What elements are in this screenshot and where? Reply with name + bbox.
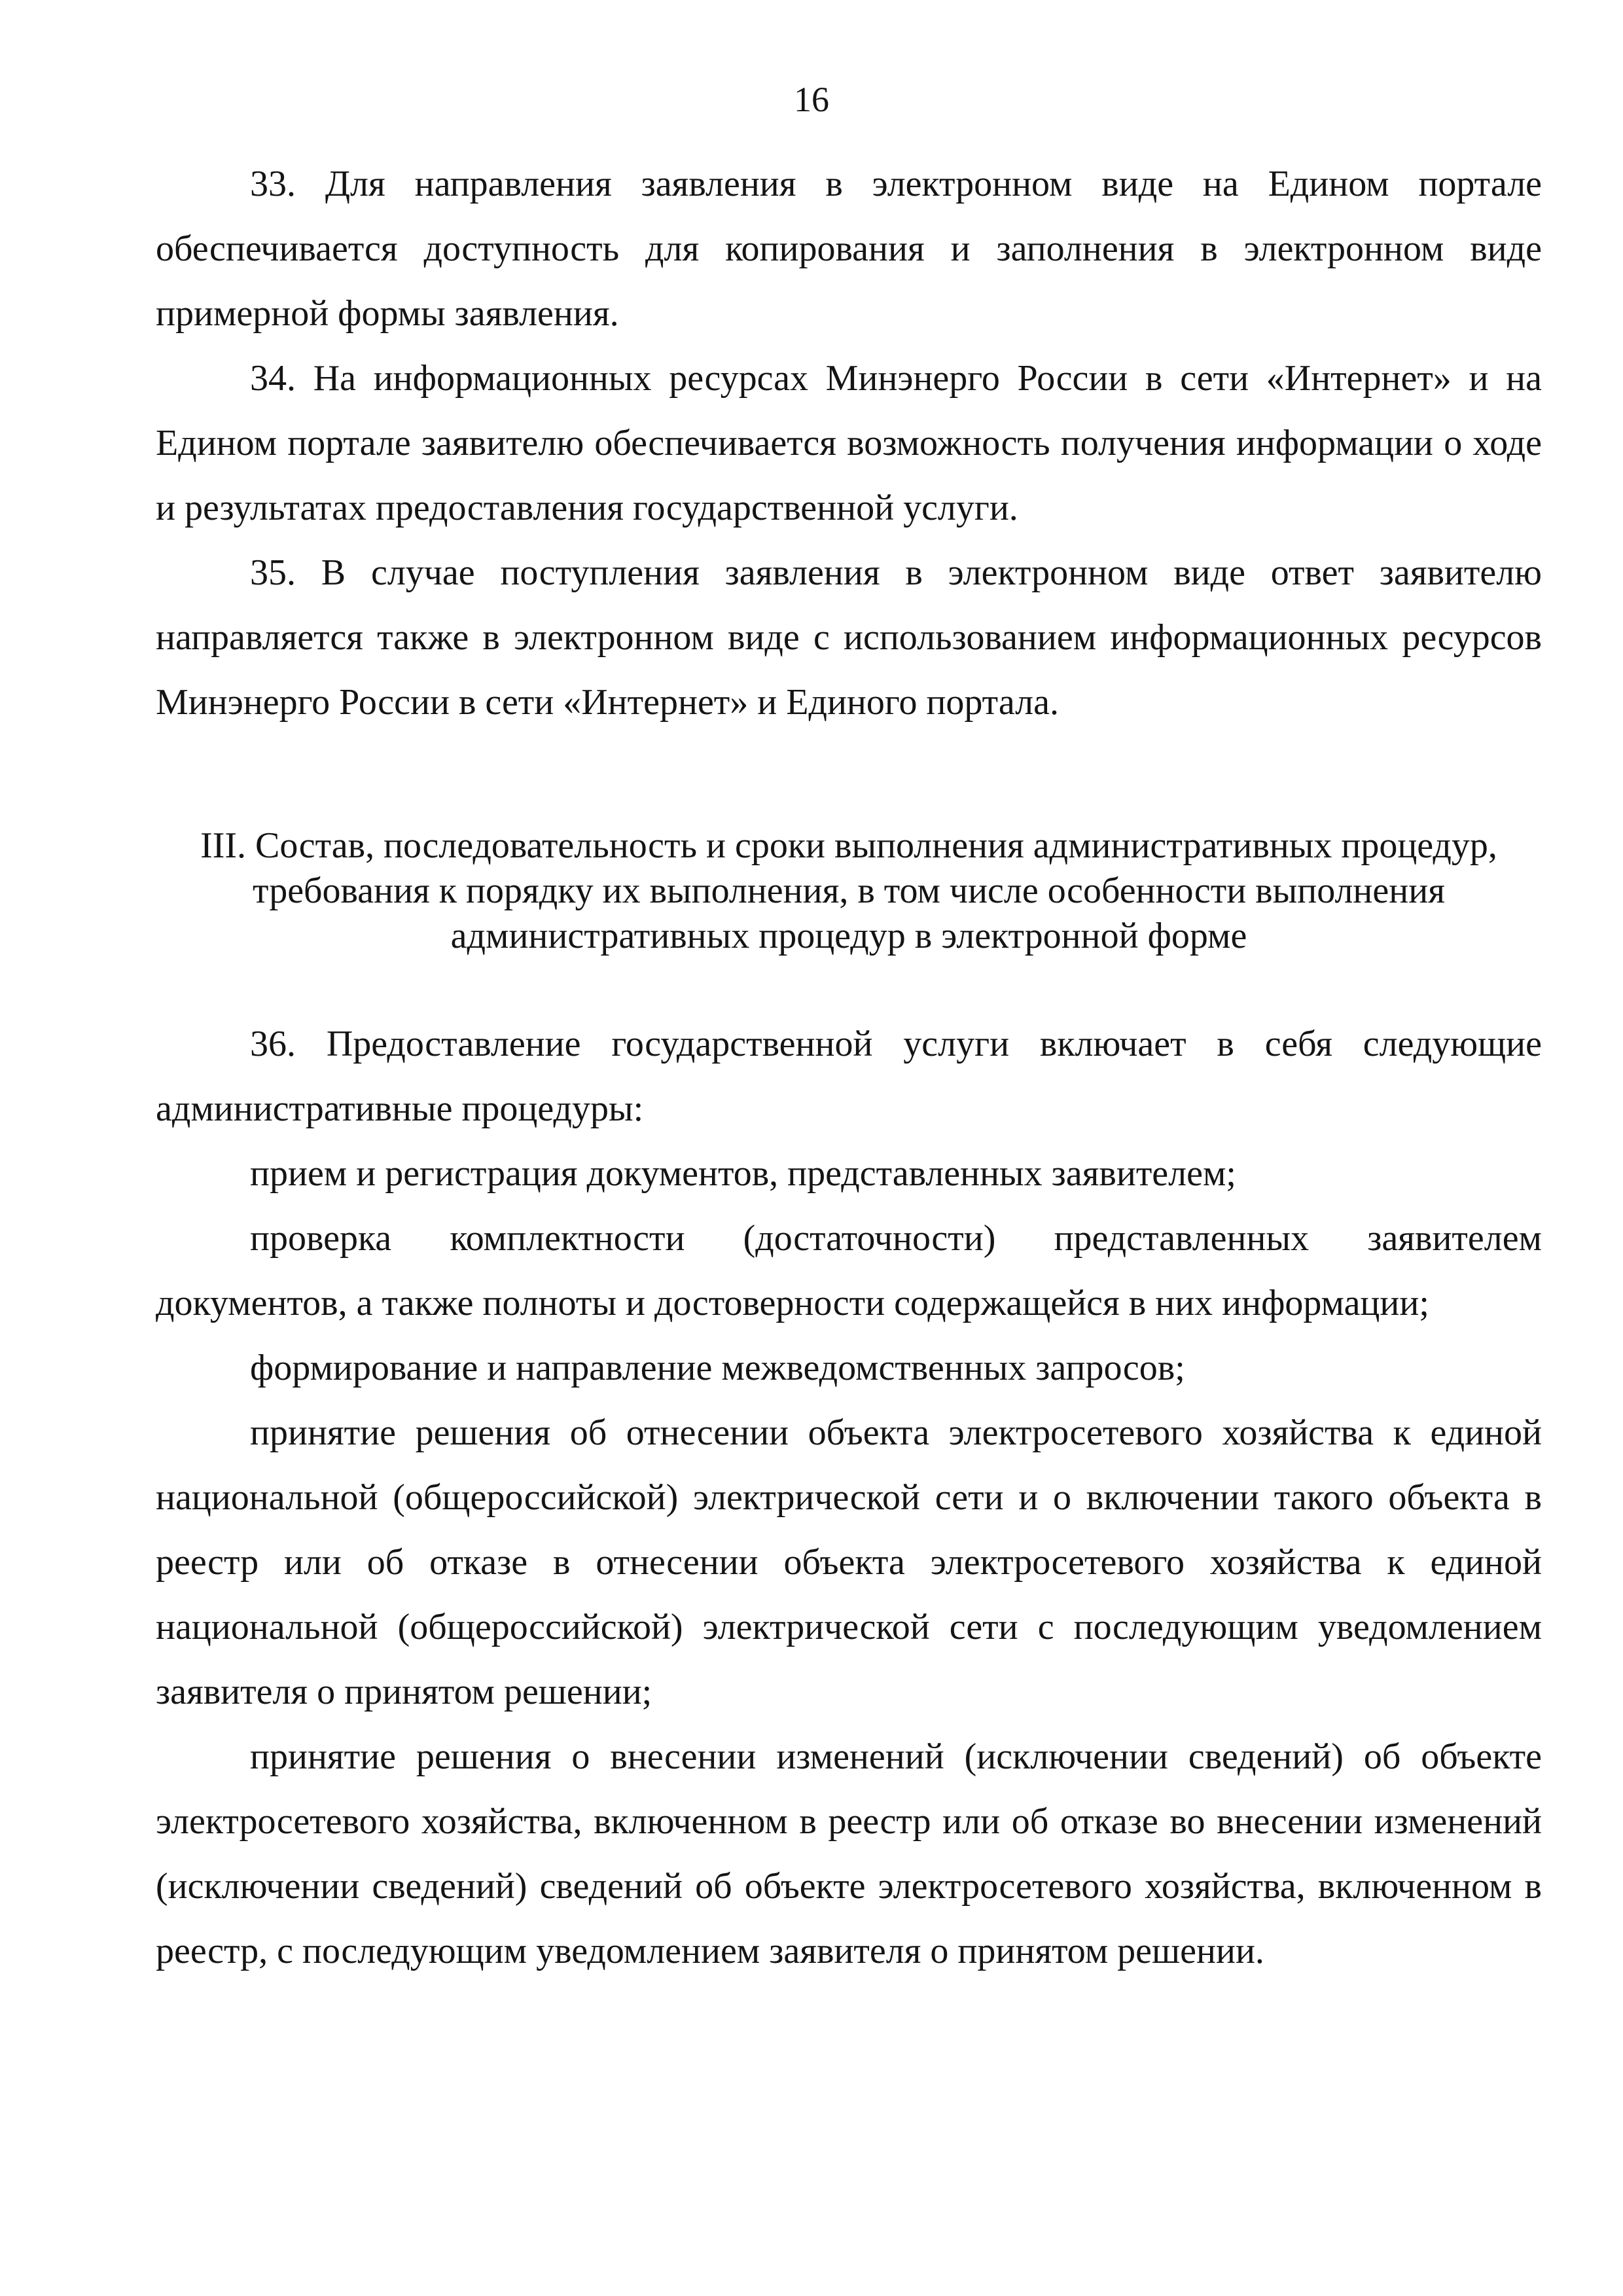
section-heading-line-3: административных процедур в электронной форме <box>450 916 1247 956</box>
section-heading-line-2: требования к порядку их выполнения, в том числе особенности выполнения <box>253 870 1445 911</box>
section-b-body <box>156 1012 1542 1984</box>
paragraph-34: 34. На информационных ресурсах Минэнерго России в сети «Интернет» и на Едином портале заявителю обеспечивается возможность получения информации о ходе и результатах предоставления государственной услуги. <box>156 358 1542 528</box>
paragraph-35: 35. В случае поступления заявления в электронном виде ответ заявителю направляется также в электронном виде с использованием информационных ресурсов Минэнерго России в сети «Интернет» и Единого портала. <box>156 552 1542 723</box>
paragraph-36: 36. Предоставление государственной услуги включает в себя следующие административные процедуры: <box>156 1024 1542 1129</box>
page-number: 16 <box>794 80 829 119</box>
procedure-item-amendment-decision: принятие решения о внесении изменений (исключении сведений) об объекте электросетевого хозяйства, включенном в реестр или об отказе во внесении изменений (исключении сведений) сведений об объекте электросетевого хозяйства, включенном в реестр, с последующим уведомлением заявителя о принятом решении. <box>156 1736 1542 1971</box>
paragraph-33: 33. Для направления заявления в электронном виде на Едином портале обеспечивается доступность для копирования и заполнения в электронном виде примерной формы заявления. <box>156 164 1542 334</box>
procedure-item-classification-decision: принятие решения об отнесении объекта электросетевого хозяйства к единой национальной (общероссийской) электрической сети и о включении такого объекта в реестр или об отказе в отнесении объекта электросетевого хозяйства к единой национальной (общероссийской) электрической сети с последующим уведомлением заявителя о принятом решении; <box>156 1412 1542 1712</box>
section-a-body <box>156 152 1542 735</box>
section-heading <box>156 823 1542 959</box>
procedure-item-verification: проверка комплектности (достаточности) представленных заявителем документов, а также полноты и достоверности содержащейся в них информации; <box>156 1218 1542 1323</box>
section-heading-line-1: III. Состав, последовательность и сроки выполнения административных процедур, <box>200 825 1497 866</box>
procedure-item-requests: формирование и направление межведомственных запросов; <box>250 1348 1185 1388</box>
procedure-item-reception: прием и регистрация документов, представленных заявителем; <box>250 1153 1236 1194</box>
